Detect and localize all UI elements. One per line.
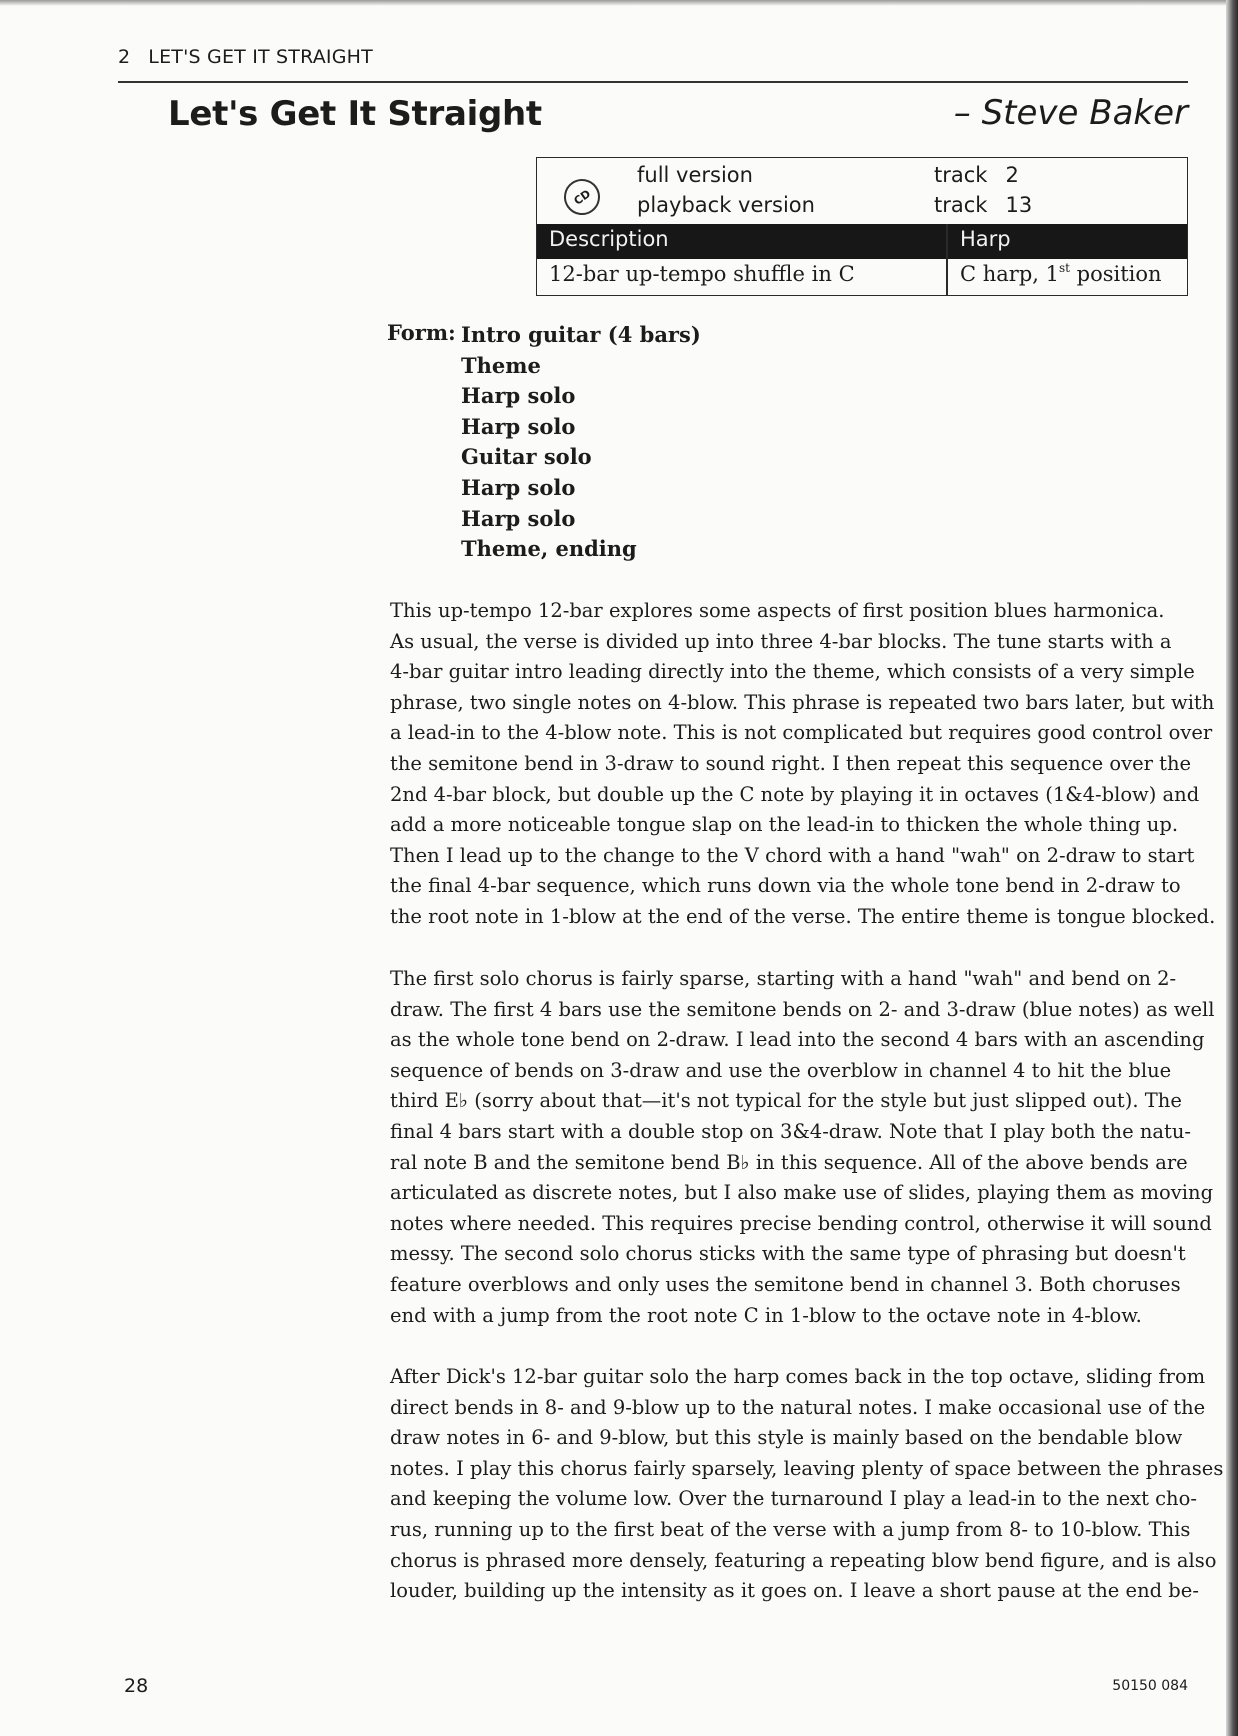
text-line: the root note in 1-blow at the end of the verse. The entire theme is tongue blocked. bbox=[390, 904, 1216, 928]
scan-shadow-edge bbox=[1226, 0, 1238, 1736]
text-line: chorus is phrased more densely, featuring a repeating blow bend figure, and is also bbox=[390, 1548, 1217, 1572]
form-item: Guitar solo bbox=[461, 444, 592, 470]
text-line: a lead-in to the 4-blow note. This is not complicated but requires good control over bbox=[390, 721, 1213, 745]
harp-value-prefix: C harp, 1 bbox=[960, 262, 1059, 286]
text-line: Then I lead up to the change to the V chord with a hand "wah" on 2-draw to start bbox=[390, 843, 1195, 867]
text-line: as the whole tone bend on 2-draw. I lead into the second 4 bars with an ascending bbox=[390, 1028, 1205, 1052]
form-label: Form: bbox=[387, 320, 456, 345]
text-line: the final 4-bar sequence, which runs down via the whole tone bend in 2-draw to bbox=[390, 874, 1181, 898]
text-line: As usual, the verse is divided up into three 4-bar blocks. The tune starts with a bbox=[390, 629, 1172, 653]
text-line: notes. I play this chorus fairly sparsely, leaving plenty of space between the phrases bbox=[390, 1456, 1224, 1480]
text-line: messy. The second solo chorus sticks with the same type of phrasing but doesn't bbox=[390, 1242, 1186, 1266]
column-divider bbox=[946, 224, 948, 296]
form-list bbox=[461, 320, 701, 565]
harp-value bbox=[960, 262, 1162, 286]
full-version-track bbox=[934, 163, 1019, 187]
text-line: 4-bar guitar intro leading directly into the theme, which consists of a very simple bbox=[390, 660, 1195, 684]
track-label: track bbox=[934, 163, 988, 187]
text-line: draw notes in 6- and 9-blow, but this style is mainly based on the bendable blow bbox=[390, 1426, 1183, 1450]
track-info-box bbox=[536, 157, 1188, 296]
harp-value-suffix: position bbox=[1069, 262, 1162, 286]
chapter-title: LET'S GET IT STRAIGHT bbox=[148, 46, 373, 68]
scan-shadow-top bbox=[0, 0, 1238, 6]
author-credit: – Steve Baker bbox=[953, 93, 1188, 133]
text-line: feature overblows and only uses the semitone bend in channel 3. Both choruses bbox=[390, 1272, 1181, 1296]
playback-version-label: playback version bbox=[637, 193, 815, 217]
harp-header: Harp bbox=[960, 227, 1011, 251]
page-title: Let's Get It Straight bbox=[168, 94, 542, 134]
page-number: 28 bbox=[124, 1675, 149, 1697]
description-value: 12-bar up-tempo shuffle in C bbox=[549, 262, 855, 286]
paragraph-1 bbox=[390, 596, 1216, 933]
form-item: Harp solo bbox=[461, 505, 576, 531]
track-number: 13 bbox=[1005, 193, 1033, 217]
catalog-number: 50150 084 bbox=[1112, 1678, 1188, 1694]
form-item: Harp solo bbox=[461, 474, 576, 500]
text-line: third E♭ (sorry about that—it's not typical for the style but just slipped out). The bbox=[390, 1089, 1182, 1113]
chapter-number: 2 bbox=[118, 46, 131, 68]
paragraph-2 bbox=[390, 964, 1215, 1331]
text-line: rus, running up to the first beat of the verse with a jump from 8- to 10-blow. This bbox=[390, 1517, 1191, 1541]
playback-version-track bbox=[934, 193, 1032, 217]
track-label: track bbox=[934, 193, 988, 217]
paragraph-3 bbox=[390, 1362, 1224, 1607]
text-line: direct bends in 8- and 9-blow up to the natural notes. I make occasional use of the bbox=[390, 1395, 1206, 1419]
text-line: The first solo chorus is fairly sparse, starting with a hand "wah" and bend on 2- bbox=[390, 967, 1177, 990]
harp-value-superscript: st bbox=[1058, 261, 1070, 275]
text-line: and keeping the volume low. Over the turnaround I play a lead-in to the next cho- bbox=[390, 1487, 1197, 1511]
text-line: louder, building up the intensity as it goes on. I leave a short pause at the end be- bbox=[390, 1579, 1199, 1603]
text-line: ral note B and the semitone bend B♭ in this sequence. All of the above bends are bbox=[390, 1150, 1188, 1174]
text-line: notes where needed. This requires precise bending control, otherwise it will sound bbox=[390, 1211, 1212, 1235]
text-line: final 4 bars start with a double stop on 3&4-draw. Note that I play both the natu- bbox=[390, 1119, 1192, 1143]
track-number: 2 bbox=[1005, 163, 1019, 187]
text-line: 2nd 4-bar block, but double up the C note by playing it in octaves (1&4-blow) and bbox=[390, 782, 1200, 806]
text-line: end with a jump from the root note C in 1-blow to the octave note in 4-blow. bbox=[390, 1303, 1142, 1327]
text-line: sequence of bends on 3-draw and use the overblow in channel 4 to hit the blue bbox=[390, 1058, 1172, 1082]
form-item: Harp solo bbox=[461, 383, 576, 409]
text-line: articulated as discrete notes, but I also make use of slides, playing them as moving bbox=[390, 1181, 1214, 1205]
full-version-label: full version bbox=[637, 163, 753, 187]
running-header bbox=[118, 46, 373, 68]
text-line: phrase, two single notes on 4-blow. This phrase is repeated two bars later, but with bbox=[390, 690, 1215, 714]
form-item: Harp solo bbox=[461, 413, 576, 439]
form-item: Theme bbox=[461, 352, 541, 378]
text-line: This up-tempo 12-bar explores some aspects of first position blues harmonica. bbox=[390, 599, 1165, 622]
table-header-row bbox=[537, 224, 1187, 259]
header-rule bbox=[118, 81, 1188, 83]
cd-icon: CD bbox=[557, 172, 607, 222]
text-line: After Dick's 12-bar guitar solo the harp comes back in the top octave, sliding from bbox=[390, 1365, 1206, 1388]
form-item: Theme, ending bbox=[461, 536, 637, 562]
text-line: the semitone bend in 3-draw to sound right. I then repeat this sequence over the bbox=[390, 751, 1192, 775]
text-line: draw. The first 4 bars use the semitone bends on 2- and 3-draw (blue notes) as well bbox=[390, 997, 1215, 1021]
text-line: add a more noticeable tongue slap on the lead-in to thicken the whole thing up. bbox=[390, 813, 1179, 837]
form-item: Intro guitar (4 bars) bbox=[461, 322, 701, 347]
description-header: Description bbox=[549, 227, 669, 251]
